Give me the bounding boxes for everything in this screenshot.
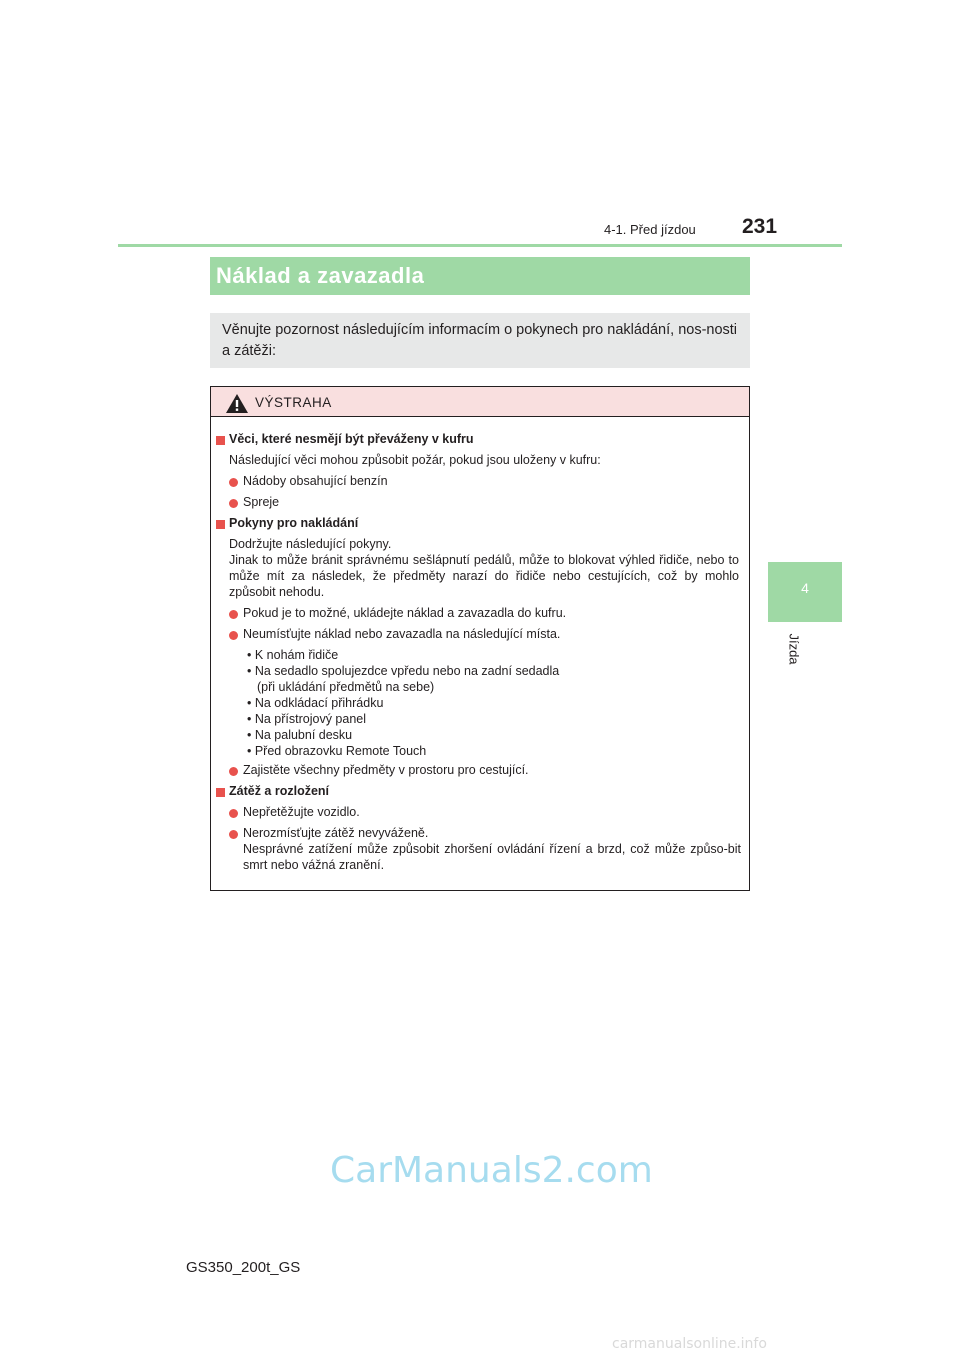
bullet-text: Nerozmísťujte zátěž nevyváženě. [243, 826, 429, 840]
list-item: • Na přístrojový panel [247, 712, 367, 726]
list-item: • Před obrazovku Remote Touch [247, 744, 427, 758]
chapter-number: 4 [801, 580, 809, 596]
list-item: • K nohám řidiče [247, 648, 339, 662]
watermark-small: carmanualsonline.info [612, 1336, 767, 1352]
section-text: Následující věci mohou způsobit požár, pokud jsou uloženy v kufru: [229, 453, 601, 467]
chapter-side-label-text: Jízda [786, 633, 802, 665]
warning-header [211, 387, 749, 417]
bullet-icon [229, 830, 238, 839]
watermark-logo: CarManuals2.com [330, 1150, 653, 1191]
list-item: • Na odkládací přihrádku [247, 696, 384, 710]
warning-triangle-icon [226, 394, 248, 413]
section-marker-icon [216, 788, 225, 797]
section-heading: Věci, které nesmějí být převáženy v kufru [229, 432, 474, 446]
chapter-side-label [778, 626, 810, 672]
bullet-icon [229, 631, 238, 640]
page-number: 231 [742, 215, 778, 238]
section-text: Dodržujte následující pokyny. [229, 537, 392, 551]
bullet-text: Neumísťujte náklad nebo zavazadla na následující místa. [243, 627, 561, 641]
section-marker-icon [216, 520, 225, 529]
list-item: • Na palubní desku [247, 728, 353, 742]
bullet-text: Nepřetěžujte vozidlo. [243, 805, 360, 819]
section-title-bar [210, 257, 750, 295]
chapter-side-tab [768, 562, 842, 622]
bullet-icon [229, 478, 238, 487]
section-marker-icon [216, 436, 225, 445]
warning-box [210, 386, 750, 891]
bullet-icon [229, 809, 238, 818]
list-item-continuation: (při ukládání předmětů na sebe) [257, 680, 435, 694]
footer-model-code: GS350_200t_GS [186, 1259, 301, 1276]
intro-box [210, 313, 750, 368]
bullet-text: Pokud je to možné, ukládejte náklad a zavazadla do kufru. [243, 606, 567, 620]
bullet-icon [229, 767, 238, 776]
bullet-icon [229, 499, 238, 508]
list-item: • Na sedadlo spolujezdce vpředu nebo na zadní sedadla [247, 664, 560, 678]
header-rule [118, 244, 842, 247]
bullet-paragraph: Nesprávné zatížení může způsobit zhoršení ovládání řízení a brzd, což může způso-bit smrt nebo vážná zranění. [243, 842, 741, 872]
bullet-text: Zajistěte všechny předměty v prostoru pro cestující. [243, 763, 529, 777]
bullet-text: Nádoby obsahující benzín [243, 474, 388, 488]
section-title: Náklad a zavazadla [216, 263, 425, 288]
bullet-text: Spreje [243, 495, 280, 509]
chapter-heading: 4-1. Před jízdou [604, 222, 696, 237]
section-heading: Zátěž a rozložení [229, 784, 330, 798]
bullet-icon [229, 610, 238, 619]
section-heading: Pokyny pro nakládání [229, 516, 359, 530]
section-paragraph: Jinak to může bránit správnému sešlápnutí pedálů, může to blokovat výhled řidiče, nebo to může mít za následek, že předměty narazí do řidiče nebo cestujících, což by mohlo způsobit nehodu. [229, 553, 739, 599]
intro-text: Věnujte pozornost následujícím informacím o pokynech pro nakládání, nos-nosti a zátěži: [222, 322, 738, 359]
warning-title: VÝSTRAHA [255, 395, 332, 410]
